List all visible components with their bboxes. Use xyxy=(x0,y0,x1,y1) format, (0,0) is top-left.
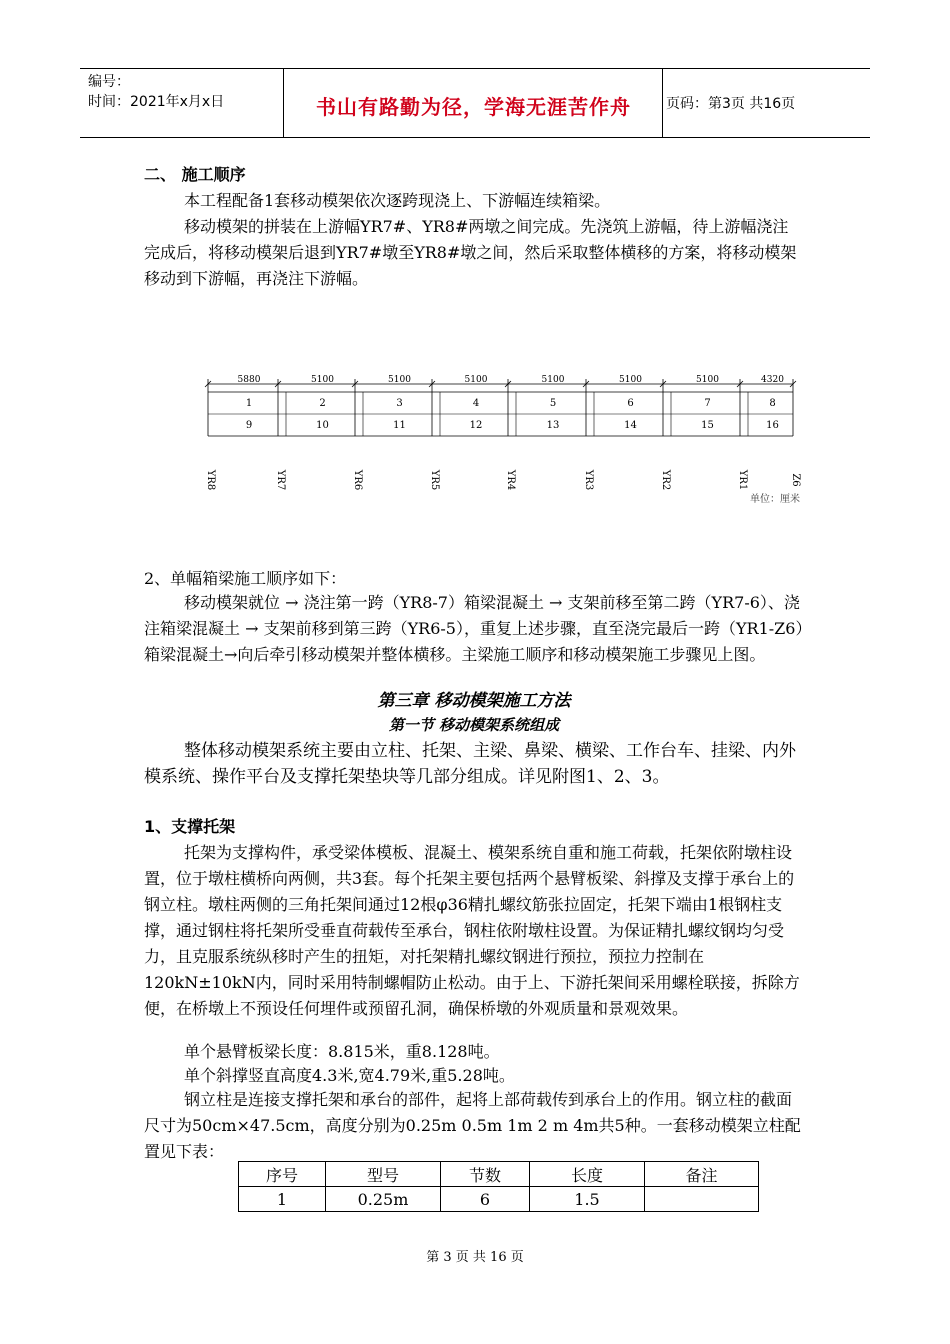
span-length-label: 5880 xyxy=(237,375,261,385)
span-diagram xyxy=(190,370,810,510)
paragraph: 本工程配备1套移动模架依次逐跨现浇上、下游幅连续箱梁。 xyxy=(184,191,611,210)
paragraph: 单个悬臂板梁长度：8.815米，重8.128吨。 xyxy=(184,1042,500,1061)
table-header: 序号 xyxy=(239,1162,326,1187)
span-length-label: 4320 xyxy=(761,375,784,385)
unit-label: 单位：厘米 xyxy=(750,494,800,505)
segment-label: 7 xyxy=(704,398,711,409)
paragraph: 整体移动模架系统主要由立柱、托架、主梁、鼻梁、横梁、工作台车、挂梁、内外模系统、操作平台及支撑托架垫块等几部分组成。详见附图1、2、3。 xyxy=(144,741,796,787)
segment-label: 16 xyxy=(766,420,779,431)
header-motto: 书山有路勤为径，学海无涯苦作舟 xyxy=(316,95,631,119)
pier-label: YR1 xyxy=(737,469,748,491)
table-row xyxy=(239,1187,759,1212)
segment-label: 2 xyxy=(319,398,326,409)
segment-label: 6 xyxy=(627,398,634,409)
span-length-label: 5100 xyxy=(311,375,334,385)
time-label: 时间：2021年x月x日 xyxy=(88,94,225,110)
page-label: 页码：第3页 共16页 xyxy=(666,96,796,112)
number-label: 编号： xyxy=(88,74,130,90)
paragraph: 移动模架的拼装在上游幅YR7#、YR8#两墩之间完成。先浇筑上游幅，待上游幅浇注完成后，将移动模架后退到YR7#墩至YR8#墩之间，然后采取整体横移的方案，将移动模架移动到下游幅，再浇注下游幅。 xyxy=(144,217,797,288)
sequence-title: 2、单幅箱梁施工顺序如下： xyxy=(144,569,347,588)
segment-label: 12 xyxy=(469,420,483,431)
pier-label: YR4 xyxy=(505,469,516,491)
segment-label: 5 xyxy=(549,398,557,409)
pier-label: YR3 xyxy=(583,469,594,491)
table-header-row xyxy=(239,1162,759,1187)
segment-label: 14 xyxy=(624,420,637,431)
segment-label: 13 xyxy=(546,420,560,431)
table-cell: 0.25m xyxy=(326,1187,441,1212)
paragraph: 钢立柱是连接支撑托架和承台的部件，起将上部荷载传到承台上的作用。钢立柱的截面尺寸为50cm×47.5cm，高度分别为0.25m 0.5m 1m 2 m 4m共5种。一套移动模架立柱配置见下表： xyxy=(144,1090,801,1161)
span-length-label: 5100 xyxy=(696,375,719,385)
section-title: 二、 施工顺序 xyxy=(144,165,246,184)
segment-label: 3 xyxy=(396,398,403,409)
segment-label: 4 xyxy=(472,398,480,409)
table-header: 节数 xyxy=(441,1162,530,1187)
table-header: 型号 xyxy=(326,1162,441,1187)
pier-label: YR5 xyxy=(429,469,440,491)
pier-label: Z6 xyxy=(790,473,801,487)
paragraph: 单个斜撑竖直高度4.3米,宽4.79米,重5.28吨。 xyxy=(184,1066,515,1085)
segment-label: 11 xyxy=(393,420,406,431)
table-cell: 1 xyxy=(239,1187,326,1212)
span-length-label: 5100 xyxy=(541,375,565,385)
pier-label: YR7 xyxy=(275,469,286,491)
pier-label: YR6 xyxy=(352,469,363,491)
chapter-title: 第三章 移动模架施工方法 xyxy=(377,691,571,711)
paragraph: 托架为支撑构件，承受梁体模板、混凝土、模架系统自重和施工荷载，托架依附墩柱设置，位于墩柱横桥向两侧，共3套。每个托架主要包括两个悬臂板梁、斜撑及支撑于承台上的钢立柱。墩柱两侧的三角托架间通过12根φ36精扎螺纹筋张拉固定，托架下端由1根钢柱支撑，通过钢柱将托架所受垂直荷载传至承台，钢柱依附墩柱设置。为保证精扎螺纹钢均匀受力，且克服系统纵移时产生的扭矩，对托架精扎螺纹钢进行预拉，预拉力控制在120kN±10kN内，同时采用特制螺帽防止松动。由于上、下游托架间采用螺栓联接，拆除方便，在桥墩上不预设任何埋件或预留孔洞，确保桥墩的外观质量和景观效果。 xyxy=(144,843,800,1018)
table-cell: 1.5 xyxy=(530,1187,645,1212)
pier-label: YR8 xyxy=(205,469,216,491)
subsection-title: 1、支撑托架 xyxy=(144,817,236,836)
sequence-body: 移动模架就位 → 浇注第一跨（YR8-7）箱梁混凝土 → 支架前移至第二跨（YR7-6）、浇注箱梁混凝土 → 支架前移到第三跨（YR6-5），重复上述步骤，直至浇完最后一跨（YR1-Z6）箱梁混凝土→向后牵引移动模架并整体横移。主梁施工顺序和移动模架施工步骤见上图。 xyxy=(144,593,804,664)
span-length-label: 5100 xyxy=(619,375,642,385)
column-table xyxy=(238,1161,759,1212)
segment-label: 10 xyxy=(316,420,329,431)
span-length-label: 5100 xyxy=(464,375,488,385)
section-subtitle: 第一节 移动模架系统组成 xyxy=(388,716,560,734)
table-cell: 6 xyxy=(441,1187,530,1212)
segment-label: 8 xyxy=(769,398,776,409)
header-meta xyxy=(88,72,283,112)
segment-label: 15 xyxy=(701,420,714,431)
pier-label: YR2 xyxy=(660,469,671,491)
span-length-label: 5100 xyxy=(388,375,411,385)
header-divider xyxy=(662,69,663,137)
table-cell xyxy=(645,1187,759,1212)
page-footer: 第 3 页 共 16 页 xyxy=(426,1250,524,1265)
page-header xyxy=(80,68,870,138)
segment-label: 1 xyxy=(245,398,253,409)
segment-label: 9 xyxy=(245,420,253,431)
header-divider xyxy=(283,69,284,137)
table-header: 长度 xyxy=(530,1162,645,1187)
table-header: 备注 xyxy=(645,1162,759,1187)
